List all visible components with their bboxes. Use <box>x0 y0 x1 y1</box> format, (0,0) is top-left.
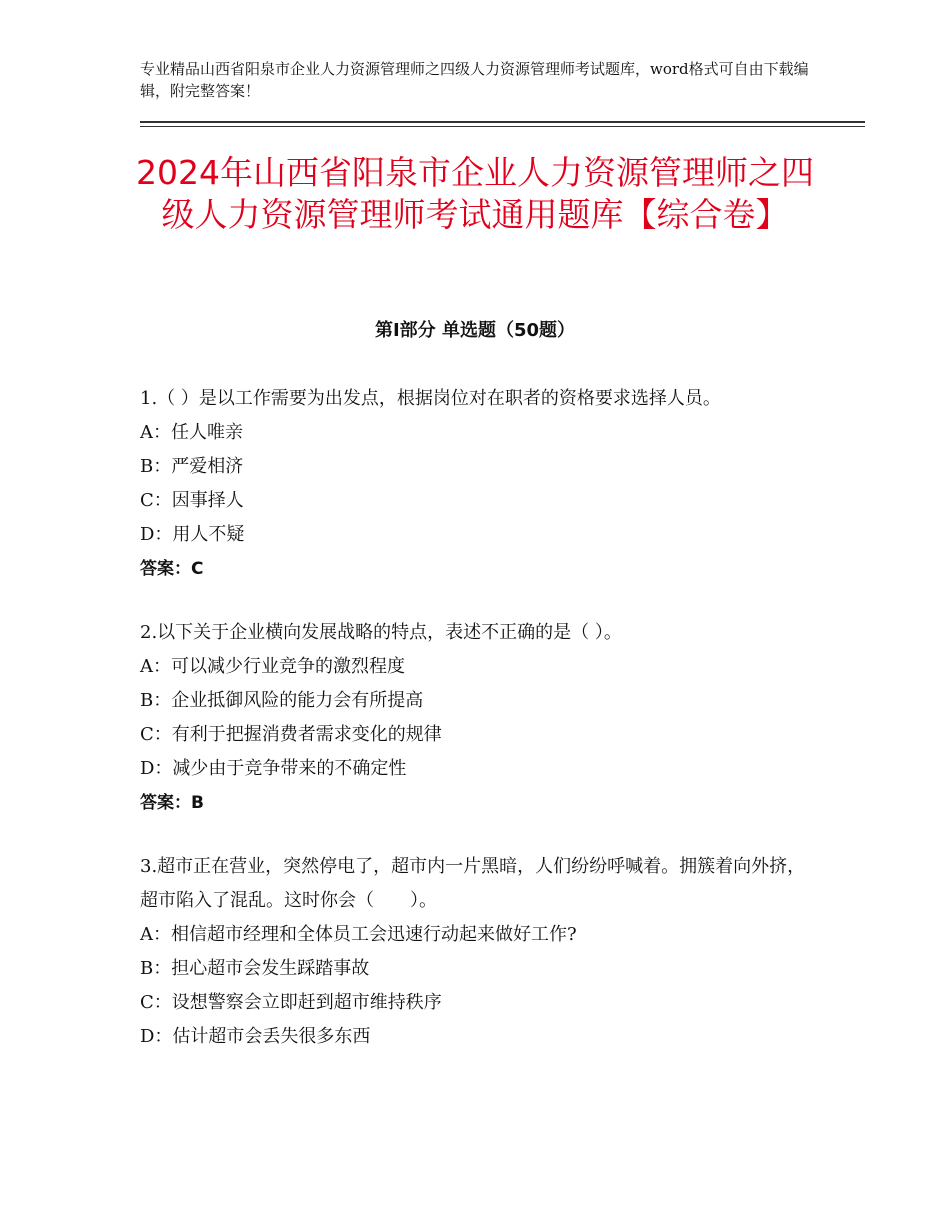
option-b: B：严爱相济 <box>140 456 244 477</box>
option-c: C：有利于把握消费者需求变化的规律 <box>140 724 442 745</box>
header-rule-thick <box>140 121 865 123</box>
section-heading: 第Ⅰ部分 单选题（50题） <box>374 320 575 341</box>
option-d: D：用人不疑 <box>140 524 245 545</box>
option-d: D：减少由于竞争带来的不确定性 <box>140 758 407 779</box>
question-stem: 1.（ ）是以工作需要为出发点，根据岗位对在职者的资格要求选择人员。 <box>140 388 721 409</box>
question-list <box>140 382 820 1084</box>
option-c: C：因事择人 <box>140 490 244 511</box>
header-rule-thin <box>140 126 865 127</box>
question-2 <box>140 616 820 820</box>
question-stem: 3.超市正在营业，突然停电了，超市内一片黑暗，人们纷纷呼喊着。拥簇着向外挤，超市陷入了混乱。这时你会（ ）。 <box>140 856 806 911</box>
option-a: A：可以减少行业竞争的激烈程度 <box>140 656 405 677</box>
answer: 答案：C <box>140 559 204 579</box>
document-title: 2024年山西省阳泉市企业人力资源管理师之四级人力资源管理师考试通用题库【综合卷】 <box>136 153 814 234</box>
option-a: A：相信超市经理和全体员工会迅速行动起来做好工作? <box>140 924 577 945</box>
option-d: D：估计超市会丢失很多东西 <box>140 1026 371 1047</box>
question-1 <box>140 382 820 586</box>
option-b: B：担心超市会发生踩踏事故 <box>140 958 370 979</box>
option-a: A：任人唯亲 <box>140 422 243 443</box>
question-stem: 2.以下关于企业横向发展战略的特点，表述不正确的是（ ）。 <box>140 622 622 643</box>
question-3 <box>140 850 820 1054</box>
header-note: 专业精品山西省阳泉市企业人力资源管理师之四级人力资源管理师考试题库，word格式可自由下载编辑，附完整答案！ <box>140 60 809 100</box>
option-b: B：企业抵御风险的能力会有所提高 <box>140 690 424 711</box>
option-c: C：设想警察会立即赶到超市维持秩序 <box>140 992 442 1013</box>
answer: 答案：B <box>140 793 204 813</box>
